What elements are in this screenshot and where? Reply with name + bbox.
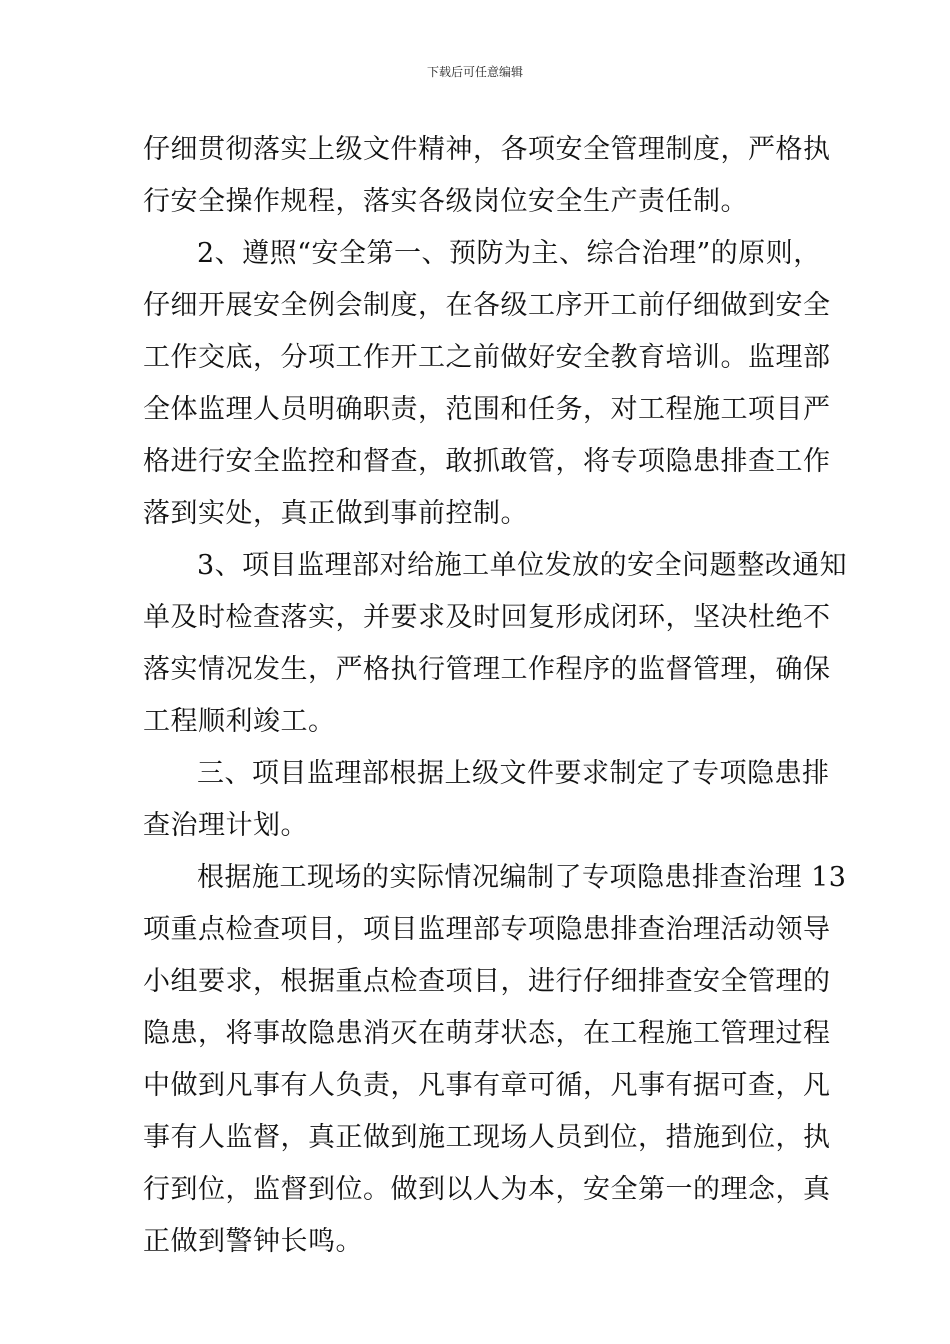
text-line: 查治理计划。 <box>143 810 308 841</box>
text-line: 中做到凡事有人负责，凡事有章可循，凡事有据可查，凡 <box>143 1070 831 1101</box>
text-line: 2、遵照“安全第一、预防为主、综合治理”的原则， <box>197 238 821 269</box>
text-line: 行到位，监督到位。做到以人为本，安全第一的理念，真 <box>143 1174 831 1205</box>
text-line: 事有人监督，真正做到施工现场人员到位，措施到位，执 <box>143 1122 831 1153</box>
text-line: 3、项目监理部对给施工单位发放的安全问题整改通知 <box>197 550 848 581</box>
text-line: 落实情况发生，严格执行管理工作程序的监督管理，确保 <box>143 654 831 685</box>
text-line: 项重点检查项目，项目监理部专项隐患排查治理活动领导 <box>143 914 831 945</box>
document-body <box>143 124 848 1268</box>
text-line: 落到实处，真正做到事前控制。 <box>143 498 528 529</box>
text-line: 格进行安全监控和督查，敢抓敢管，将专项隐患排查工作 <box>143 446 831 477</box>
text-line: 正做到警钟长鸣。 <box>143 1226 363 1257</box>
text-line: 单及时检查落实，并要求及时回复形成闭环，坚决杜绝不 <box>143 602 831 633</box>
text-line: 隐患，将事故隐患消灭在萌芽状态，在工程施工管理过程 <box>143 1018 831 1049</box>
text-line: 仔细开展安全例会制度，在各级工序开工前仔细做到安全 <box>143 290 831 321</box>
text-line: 工程顺利竣工。 <box>143 706 336 737</box>
text-line: 工作交底，分项工作开工之前做好安全教育培训。监理部 <box>143 342 831 373</box>
text-line: 仔细贯彻落实上级文件精神，各项安全管理制度，严格执 <box>143 134 831 165</box>
page-header: 下载后可任意编辑 <box>426 65 523 79</box>
text-line: 三、项目监理部根据上级文件要求制定了专项隐患排 <box>197 758 830 789</box>
text-line: 全体监理人员明确职责，范围和任务，对工程施工项目严 <box>143 394 831 425</box>
text-line: 根据施工现场的实际情况编制了专项隐患排查治理 13 <box>197 862 847 893</box>
text-line: 小组要求，根据重点检查项目，进行仔细排查安全管理的 <box>143 966 831 997</box>
text-line: 行安全操作规程，落实各级岗位安全生产责任制。 <box>143 186 748 217</box>
